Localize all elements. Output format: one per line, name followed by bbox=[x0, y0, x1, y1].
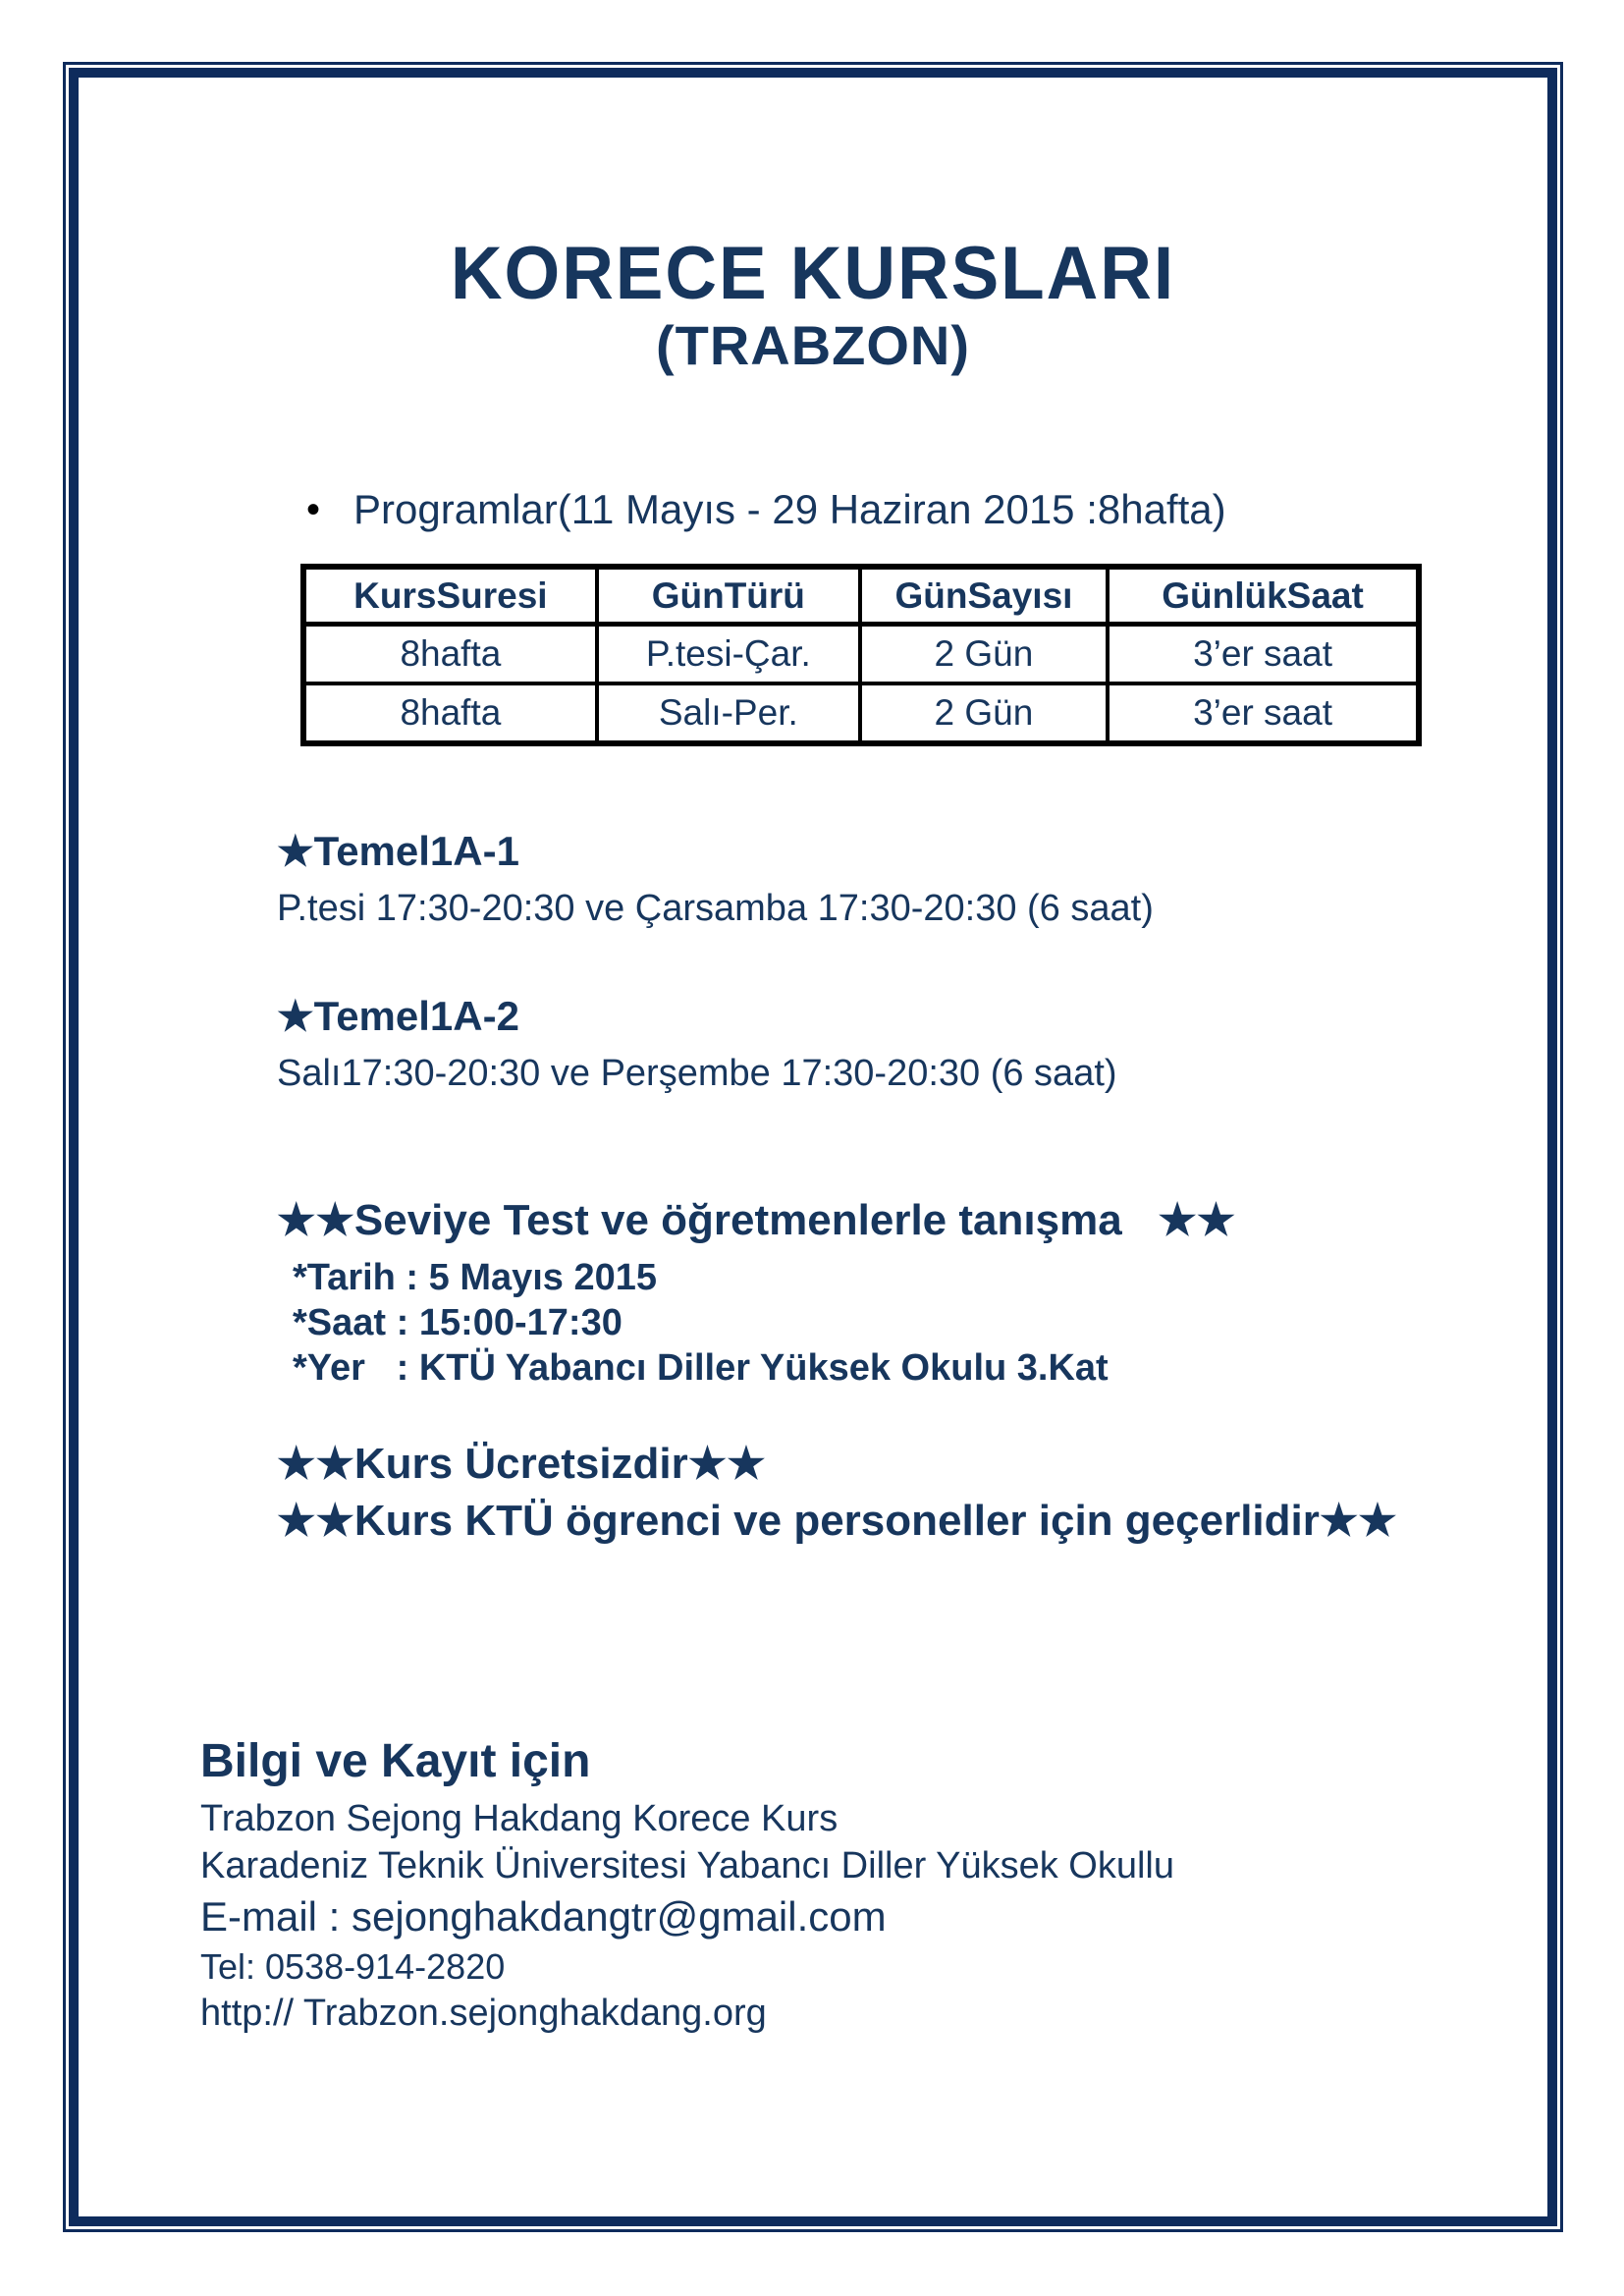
bullet-icon: • bbox=[306, 488, 321, 532]
page-title: KORECE KURSLARI bbox=[450, 232, 1176, 315]
table-cell: 2 Gün bbox=[860, 683, 1108, 743]
course-schedule: P.tesi 17:30-20:30 ve Çarsamba 17:30-20:30 (6 saat) bbox=[277, 888, 1154, 930]
program-heading: Programlar(11 Mayıs - 29 Haziran 2015 :8hafta) bbox=[353, 486, 1226, 533]
page-border-outer bbox=[63, 62, 1563, 2232]
table-cell: Salı-Per. bbox=[597, 683, 860, 743]
column-header-gunluksaat: GünlükSaat bbox=[1108, 567, 1419, 624]
table-cell: 8hafta bbox=[303, 624, 597, 683]
note-eligibility: ★★Kurs KTÜ ögrenci ve personeller için geçerlidir★★ bbox=[277, 1497, 1397, 1546]
notes-section bbox=[277, 1436, 1547, 1550]
table-cell: 8hafta bbox=[303, 683, 597, 743]
contact-university: Karadeniz Teknik Üniversitesi Yabancı Diller Yüksek Okullu bbox=[200, 1845, 1174, 1887]
course-schedule: Salı17:30-20:30 ve Perşembe 17:30-20:30 (6 saat) bbox=[277, 1053, 1117, 1095]
column-header-kurssuresi: KursSuresi bbox=[303, 567, 597, 624]
table-row bbox=[303, 624, 1419, 683]
page-content bbox=[79, 232, 1547, 2226]
table-cell: 3’er saat bbox=[1108, 624, 1419, 683]
note-free-course: ★★Kurs Ücretsizdir★★ bbox=[277, 1440, 766, 1489]
table-cell: P.tesi-Çar. bbox=[597, 624, 860, 683]
title-block bbox=[79, 232, 1547, 376]
placement-test-details bbox=[277, 1255, 1547, 1391]
contact-email: E-mail : sejonghakdangtr@gmail.com bbox=[200, 1893, 887, 1941]
contact-organization: Trabzon Sejong Hakdang Korece Kurs bbox=[200, 1798, 839, 1840]
table-cell: 2 Gün bbox=[860, 624, 1108, 683]
course-title: ★Temel1A-1 bbox=[277, 828, 519, 875]
placement-location-line: *Yer : KTÜ Yabancı Diller Yüksek Okulu 3.Kat bbox=[293, 1347, 1109, 1390]
table-header-row bbox=[303, 567, 1419, 624]
placement-test-heading: ★★Seviye Test ve öğretmenlerle tanışma ★★ bbox=[277, 1196, 1236, 1245]
placement-test-section bbox=[277, 1194, 1547, 1391]
placement-date-line: *Tarih : 5 Mayıs 2015 bbox=[293, 1257, 658, 1299]
column-header-gunturu: GünTürü bbox=[597, 567, 860, 624]
course-section-temel1a-2 bbox=[277, 992, 1547, 1096]
contact-heading: Bilgi ve Kayıt için bbox=[200, 1735, 591, 1788]
page-subtitle: (TRABZON) bbox=[655, 313, 971, 376]
program-heading-line bbox=[306, 485, 1547, 534]
course-section-temel1a-1 bbox=[277, 827, 1547, 931]
schedule-table bbox=[300, 564, 1422, 746]
contact-section bbox=[200, 1734, 1547, 2037]
table-cell: 3’er saat bbox=[1108, 683, 1419, 743]
table-row bbox=[303, 683, 1419, 743]
page-border-inner bbox=[69, 68, 1557, 2226]
course-title: ★Temel1A-2 bbox=[277, 993, 519, 1040]
column-header-gunsayisi: GünSayısı bbox=[860, 567, 1108, 624]
placement-time-line: *Saat : 15:00-17:30 bbox=[293, 1302, 623, 1344]
contact-website: http:// Trabzon.sejonghakdang.org bbox=[200, 1993, 767, 2035]
contact-phone: Tel: 0538-914-2820 bbox=[200, 1946, 506, 1988]
